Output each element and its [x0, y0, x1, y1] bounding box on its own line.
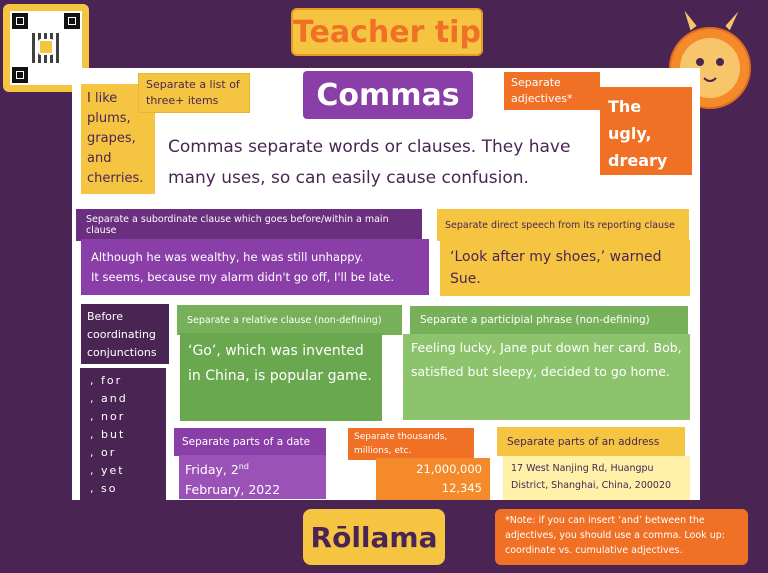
relative-label-box: [177, 305, 402, 335]
subordinate-label-box: [76, 209, 422, 241]
date-example-box: [179, 455, 326, 499]
adjectives-label-box: [503, 71, 601, 111]
participial-label-box: [409, 305, 689, 335]
subordinate-example-1: Although he was wealthy, he was still unhappy.: [91, 250, 364, 264]
speech-label: Separate direct speech from its reporting clause: [445, 219, 675, 231]
list-example-text: I like plums, grapes, and cherries.: [87, 91, 144, 186]
coordinating-item: , but: [90, 428, 126, 441]
date-example-rest: February, 2022: [185, 482, 281, 498]
subordinate-example-2: It seems, because my alarm didn't go off, I'll be late.: [91, 270, 395, 284]
coordinating-item: , yet: [90, 464, 125, 477]
page-title: Commas: [316, 77, 460, 113]
thousands-example-box: [376, 458, 490, 500]
speech-example-box: [440, 240, 690, 296]
date-label-box: [174, 428, 326, 456]
participial-label: Separate a participial phrase (non-defining): [420, 314, 650, 326]
relative-example: ‘Go’, which was invented in China, is popular game.: [188, 343, 372, 384]
coordinating-list: [80, 368, 166, 500]
subordinate-label: Separate a subordinate clause which goes before/within a main clause: [86, 214, 389, 236]
participial-example: Feeling lucky, Jane put down her card. Bob, satisfied but sleepy, decided to go home.: [411, 340, 682, 379]
teacher-tip-banner: [291, 8, 483, 56]
date-label: Separate parts of a date: [182, 436, 311, 448]
thousands-value-2: 12,345: [441, 481, 482, 495]
date-example-day: Friday, 2: [185, 462, 239, 478]
teacher-tip-label: Teacher tip: [293, 14, 481, 50]
adjectives-example: The ugly, dreary tower: [608, 97, 668, 197]
thousands-label: Separate thousands, millions, etc.: [354, 432, 448, 456]
address-line-1: 17 West Nanjing Rd, Huangpu: [511, 463, 654, 474]
subordinate-example-box: [81, 239, 429, 295]
adjectives-note: [495, 509, 748, 565]
coordinating-item: , nor: [90, 410, 126, 423]
date-example-suffix: nd: [238, 462, 249, 471]
coordinating-item: , and: [90, 392, 128, 405]
coordinating-item: , or: [90, 446, 117, 459]
thousands-value-1: 21,000,000: [416, 462, 482, 476]
coordinating-item: , for: [90, 374, 123, 387]
list-label: Separate a list of three+ items: [146, 78, 240, 107]
participial-example-box: [403, 334, 690, 420]
address-label: Separate parts of an address: [507, 435, 660, 448]
speech-label-box: [436, 208, 690, 242]
adjectives-example-box: [600, 87, 692, 197]
rollama-logo: [303, 509, 445, 565]
thousands-label-box: [347, 427, 475, 461]
coordinating-item: , so: [90, 482, 118, 495]
coordinating-label: Before coordinating conjunctions: [87, 310, 157, 359]
address-label-box: [497, 427, 685, 456]
address-line-2: District, Shanghai, China, 200020: [511, 480, 672, 491]
adjectives-note-text: *Note: if you can insert ‘and’ between the adjectives, you should use a comma. Look up: coordinate vs. cumulative adjectives.: [505, 515, 725, 556]
relative-example-box: [180, 333, 382, 421]
list-label-box: [138, 73, 250, 113]
relative-label: Separate a relative clause (non-defining): [187, 314, 382, 326]
brand-name: Rōllama: [310, 520, 438, 554]
coordinating-label-box: [80, 303, 170, 365]
adjectives-label: Separate adjectives*: [511, 76, 573, 105]
title-box: [303, 71, 473, 119]
address-example-box: [503, 456, 690, 500]
speech-example: ‘Look after my shoes,’ warned Sue.: [450, 249, 662, 287]
intro-text: Commas separate words or clauses. They have many uses, so can easily cause confusion.: [168, 137, 571, 188]
